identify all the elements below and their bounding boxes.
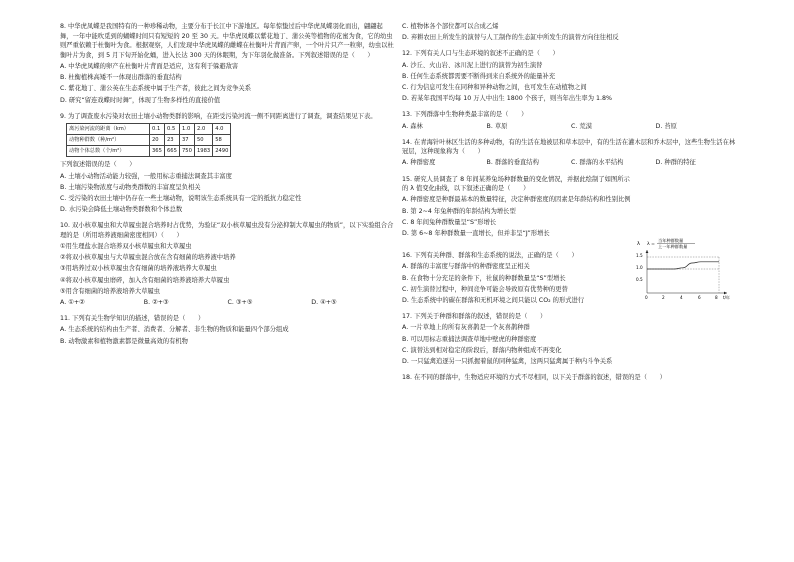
q14-option-c: C. 群落的水平结构 xyxy=(571,159,624,167)
q9-data-table xyxy=(66,123,231,157)
q17-option-b: B. 可以用标志重捕法调查草地中壁虎的种群密度 xyxy=(402,335,537,343)
q9-option-b: B. 土壤污染物浓度与动物类群数的丰富度呈负相关 xyxy=(60,183,201,191)
graph-y-arrow-icon xyxy=(646,250,649,253)
table-cell: 0.5 xyxy=(165,124,180,135)
q8-option-c: C. 紫花地丁、蒲公英在生态系统中属于生产者，彼此之间为竞争关系 xyxy=(60,85,252,93)
q9-option-d: D. 水污染会降低土壤动物类群数和个体总数 xyxy=(60,206,183,214)
q16-option-c: C. 初生演替过程中，种间竞争可能会导致原有优势种的更替 xyxy=(402,285,568,293)
q10-step-2: ②将双小核草履虫与大草履虫混合放在含有细菌的培养液中培养 xyxy=(60,254,236,262)
table-cell: 2.0 xyxy=(195,124,213,135)
q11-stem: 11. 下列有关生物学知识的描述，错误的是（ ） xyxy=(60,315,205,323)
q13-stem: 13. 下列群落中生物种类最丰富的是（ ） xyxy=(402,111,528,119)
q14-option-b: B. 群落的垂直结构 xyxy=(486,159,539,167)
q12-option-d: D. 若某年我国平均每 10 万人中出生 1800 个孩子，则当年出生率为 1.8% xyxy=(402,95,613,103)
q8-option-a: A. 中华虎凤蝶的卵产在杜衡叶片背面是适应，这有利于躲避敌害 xyxy=(60,62,239,70)
q10-option-d: D. ④+⑤ xyxy=(311,298,337,306)
q10-option-b: B. ②+③ xyxy=(143,298,169,306)
q16-option-a: A. 群落的丰富度与群落中的种群密度呈正相关 xyxy=(402,263,530,271)
q11-option-a: A. 生态系统的结构由生产者、消费者、分解者、非生物的物质和能量四个部分组成 xyxy=(60,326,289,334)
q11-option-b: B. 动物激素和植物激素都是微量高效的有机物 xyxy=(60,337,188,345)
table-row xyxy=(67,124,231,135)
table-cell: 动物个体总数（个/m²） xyxy=(67,146,150,157)
right-column xyxy=(402,22,740,384)
graph-x-tick-0: 0 xyxy=(645,295,648,300)
graph-x-tick-2: 2 xyxy=(662,295,665,300)
q13-options xyxy=(402,122,740,132)
q10-stem: 10. 双小核草履虫和大草履虫混合培养时占优势，为验证“双小核草履虫没有分泌抑制大草履虫的物质”，以下实验组合合理的是（所用培养液细菌密度相同）（ ） xyxy=(60,222,394,239)
graph-y-tick-1-0: 1.0 xyxy=(636,265,643,270)
graph-x-unit: t/年 xyxy=(723,295,730,300)
table-cell: 4.0 xyxy=(213,124,231,135)
table-cell: 750 xyxy=(180,146,195,157)
q17-stem: 17. 下列关于种群和群落的叙述，错误的是（ ） xyxy=(402,313,547,321)
q12-option-a: A. 沙丘、火山岩、冰川泥上进行的演替为初生演替 xyxy=(402,61,543,69)
q9-question: 下列叙述错误的是（ ） xyxy=(60,161,136,169)
q12-option-b: B. 任何生态系统都需要不断得到来自系统外的能量补充 xyxy=(402,72,556,80)
graph-y-tick-0-5: 0.5 xyxy=(636,277,643,282)
q15-stem: 15. 研究人员调查了 8 年间某养兔场种群数量的变化情况，并据此绘制了如图所示的 λ 值变化曲线，以下叙述正确的是（ ） xyxy=(402,175,630,193)
q16-option-b: B. 在食物十分充足的条件下，社鼠的种群数量呈“S”型增长 xyxy=(402,274,566,282)
q11-option-d: D. 弃耕农田上所发生的演替与人工制作的生态缸中所发生的演替方向往往相反 xyxy=(402,34,619,42)
q15-option-d: D. 第 6~8 年种群数量一直增长，但并非呈“J”形增长 xyxy=(402,230,550,237)
graph-legend-numerator: 当年种群数量 xyxy=(658,238,684,243)
graph-x-tick-8: 8 xyxy=(715,295,718,300)
table-cell: 0.1 xyxy=(150,124,165,135)
table-row xyxy=(67,146,231,157)
q13-option-a: A. 森林 xyxy=(402,122,423,130)
lambda-graph-svg xyxy=(635,236,735,300)
q13-option-b: B. 草原 xyxy=(486,122,508,130)
q17-option-d: D. 一只猛禽追逐另一只抓握着鼠的同种猛禽，这两只猛禽属于种内斗争关系 xyxy=(402,357,613,365)
table-row xyxy=(67,135,231,146)
q11-option-c: C. 植物体各个部位都可以合成乙烯 xyxy=(402,23,499,30)
q12-stem: 12. 下列有关人口与生态环境的叙述不正确的是（ ） xyxy=(402,50,559,58)
graph-x-tick-4: 4 xyxy=(680,295,683,300)
q18-stem: 18. 在不同的群落中，生物适应环境的方式不尽相同，以下关于群落的叙述，错误的是（ ） xyxy=(402,374,666,382)
q9-option-a: A. 土壤小动物活动能力较强，一般用标志重捕法调查其丰富度 xyxy=(60,172,232,180)
left-column xyxy=(60,22,395,348)
q10-step-1: ①用生理盐水混合培养双小核草履虫和大草履虫 xyxy=(60,243,192,251)
table-cell: 动物种群数（种/m²） xyxy=(67,135,150,146)
graph-x-arrow-icon xyxy=(724,292,727,295)
q15-option-c: C. 8 年间兔种群数量呈“S”形增长 xyxy=(402,218,497,226)
q15-option-a: A. 种群密度是种群最基本的数量特征，决定种群密度的因素是年龄结构和性别比例 xyxy=(402,196,631,204)
graph-legend-lambda: λ = xyxy=(647,242,655,247)
q14-option-a: A. 种群密度 xyxy=(402,159,436,167)
table-cell: 1983 xyxy=(195,146,213,157)
table-cell: 665 xyxy=(165,146,180,157)
table-cell: 365 xyxy=(150,146,165,157)
table-cell: 37 xyxy=(180,135,195,146)
table-cell: 离污染河流的距离（km） xyxy=(67,124,150,135)
q16-stem: 16. 下列有关种群、群落和生态系统的说法，正确的是（ ） xyxy=(402,252,578,260)
q9-option-c: C. 受污染的农田土壤中仍存在一些土壤动物，说明该生态系统具有一定的抵抗力稳定性 xyxy=(60,194,302,202)
graph-y-tick-1-5: 1.5 xyxy=(636,253,643,258)
table-cell: 2490 xyxy=(213,146,231,157)
q13-option-c: C. 荒漠 xyxy=(571,122,592,130)
graph-legend-denominator: 上一年种群数量 xyxy=(658,244,688,249)
graph-y-label: λ xyxy=(637,241,640,247)
q17-option-a: A. 一片草地上的所有灰喜鹊是一个灰喜鹊种群 xyxy=(402,324,530,332)
q10-option-a: A. ①+② xyxy=(60,298,85,306)
table-cell: 20 xyxy=(150,135,165,146)
q10-option-c: C. ③+⑤ xyxy=(227,298,253,306)
q9-stem: 9. 为了调查废水污染对农田土壤小动物类群的影响，在距受污染河流一侧不同距离进行了调查，调查结果见下表。 xyxy=(60,112,377,120)
q14-stem: 14. 在青海针叶林区生活的多种动物，有的生活在地被层和草本层中，有的生活在灌木层和乔木层中，这些生物生活在林冠层，这种现象称为（ ） xyxy=(402,138,736,156)
q10-options xyxy=(60,298,395,308)
q8-stem: 8. 中华虎凤蝶是我国特有的一种珍稀动物，主要分布于长江中下游地区。每年惊蛰过后中华虎凤蝶羽化而出，翩翩起舞，一年中能吹觅到的蝴蝶时间只有短短的 20 至 30 天。中华虎凤蝶以紫花地丁、蒲公英等植物的花蜜为食，它的幼虫则严重依赖于杜衡叶为食。根据观察，人们发现中华虎凤蝶的雌蝶在杜衡叶片背面产卵，一个叶片只产一粒卵，幼虫以杜衡叶片为食，到 5 月下旬开始化蛹，进入长达 300 天的休眠期，为下年羽化做准备。下列叙述错误的是（ ） xyxy=(60,23,394,59)
q13-option-d: D. 苔原 xyxy=(655,122,677,130)
table-cell: 58 xyxy=(213,135,231,146)
graph-lambda-curve xyxy=(647,262,719,269)
graph-x-tick-6: 6 xyxy=(698,295,701,300)
q10-step-5: ⑤用含有细菌的培养液培养大草履虫 xyxy=(60,287,161,295)
q10-step-4: ④将双小核草履虫磨碎，加入含有细菌的培养液培养大草履虫 xyxy=(60,276,230,284)
q14-options xyxy=(402,158,740,168)
q12-option-c: C. 行为信息可发生在同种和异种动物之间，也可发生在动植物之间 xyxy=(402,83,587,91)
q16-option-d: D. 生态系统中的碳在群落和无机环境之间只能以 CO₂ 的形式进行 xyxy=(402,296,585,304)
q17-option-c: C. 演替达到相对稳定的阶段后，群落内物种组成不再变化 xyxy=(402,346,562,354)
q10-step-3: ③用培养过双小核草履虫含有细菌的培养液培养大草履虫 xyxy=(60,265,217,273)
q8-option-b: B. 杜衡植株高矮不一体现出群落的垂直结构 xyxy=(60,74,182,82)
table-cell: 23 xyxy=(165,135,180,146)
q15-option-b: B. 第 2~4 年兔种群的年龄结构为增长型 xyxy=(402,207,516,215)
table-cell: 1.0 xyxy=(180,124,195,135)
q14-option-d: D. 种群的特征 xyxy=(655,159,696,167)
q8-option-d: D. 研究“留连戏蝶时时舞”，体现了生物多样性的直接价值 xyxy=(60,96,221,104)
table-cell: 50 xyxy=(195,135,213,146)
q15-lambda-graph xyxy=(635,236,735,300)
